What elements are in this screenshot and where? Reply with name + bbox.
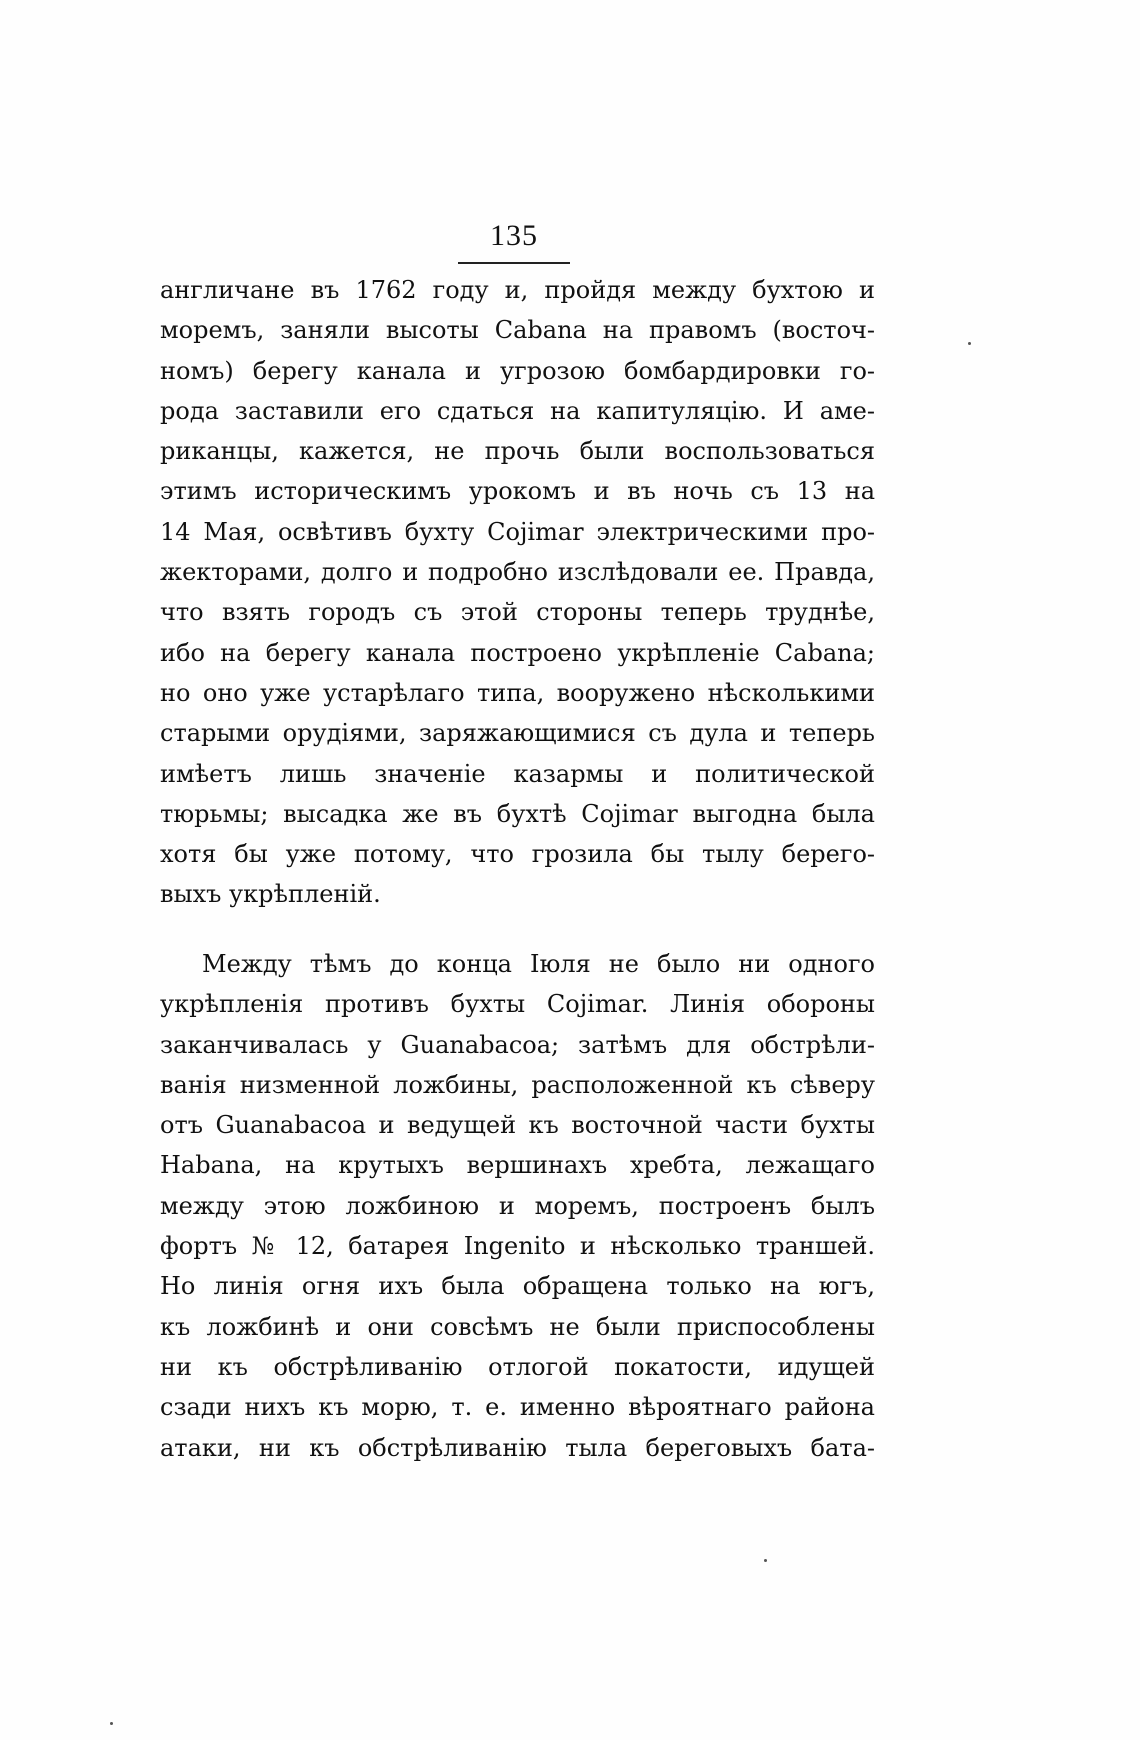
text-line: ни къ обстрѣливанію отлогой покатости, идущей: [160, 1352, 875, 1381]
text-line: тюрьмы; высадка же въ бухтѣ Cojimar выгодна была: [160, 799, 875, 828]
text-line: имѣетъ лишь значеніе казармы и политической: [160, 759, 875, 788]
paragraph-1: [160, 270, 875, 915]
text-line: Между тѣмъ до конца Іюля не было ни одного: [202, 950, 875, 978]
text-line: заканчивалась у Guanabacoa; затѣмъ для обстрѣли-: [160, 1030, 875, 1059]
text-line: что взять городъ съ этой стороны теперь труднѣе,: [160, 598, 875, 627]
text-line: выхъ укрѣпленій.: [160, 880, 381, 909]
text-line: номъ) берегу канала и угрозою бомбардировки го-: [160, 356, 875, 385]
text-line: ванія низменной ложбины, расположенной къ сѣверу: [160, 1070, 875, 1099]
paragraph-2: [160, 944, 875, 1468]
page-number-rule: [458, 262, 570, 264]
text-line: къ ложбинѣ и они совсѣмъ не были приспособлены: [160, 1312, 875, 1341]
text-line: жекторами, долго и подробно изслѣдовали ее. Правда,: [160, 558, 875, 587]
text-line: старыми орудіями, заряжающимися съ дула и теперь: [160, 719, 875, 748]
text-line: моремъ, заняли высоты Cabana на правомъ (восточ-: [160, 316, 875, 345]
text-line: этимъ историческимъ урокомъ и въ ночь съ 13 на: [160, 477, 875, 506]
text-line: но оно уже устарѣлаго типа, вооружено нѣсколькими: [160, 678, 875, 707]
scan-speck: [968, 342, 971, 345]
scan-speck: [764, 1559, 767, 1562]
text-line: укрѣпленія противъ бухты Cojimar. Линія обороны: [160, 990, 875, 1019]
text-line: между этою ложбиною и моремъ, построенъ былъ: [160, 1191, 875, 1220]
text-line: сзади нихъ къ морю, т. е. именно вѣроятнаго района: [160, 1393, 875, 1422]
text-line: ибо на берегу канала построено укрѣпленіе Cabana;: [160, 638, 875, 667]
text-line: риканцы, кажется, не прочь были воспользоваться: [160, 437, 875, 466]
text-line: 14 Мая, освѣтивъ бухту Cojimar электрическими про-: [160, 517, 875, 546]
text-line: англичане въ 1762 году и, пройдя между бухтою и: [160, 276, 875, 304]
page-number: 135: [490, 219, 538, 252]
text-line: Но линія огня ихъ была обращена только на югъ,: [160, 1272, 875, 1301]
text-line: фортъ № 12, батарея Ingenito и нѣсколько траншей.: [160, 1232, 875, 1261]
text-line: хотя бы уже потому, что грозила бы тылу берего-: [160, 840, 875, 869]
text-line: атаки, ни къ обстрѣливанію тыла береговыхъ бата-: [160, 1433, 875, 1462]
text-line: рода заставили его сдаться на капитуляцію. И аме-: [160, 396, 875, 425]
text-line: Habana, на крутыхъ вершинахъ хребта, лежащаго: [160, 1151, 875, 1180]
text-line: отъ Guanabacoa и ведущей къ восточной части бухты: [160, 1111, 875, 1140]
scan-speck: [110, 1722, 113, 1725]
